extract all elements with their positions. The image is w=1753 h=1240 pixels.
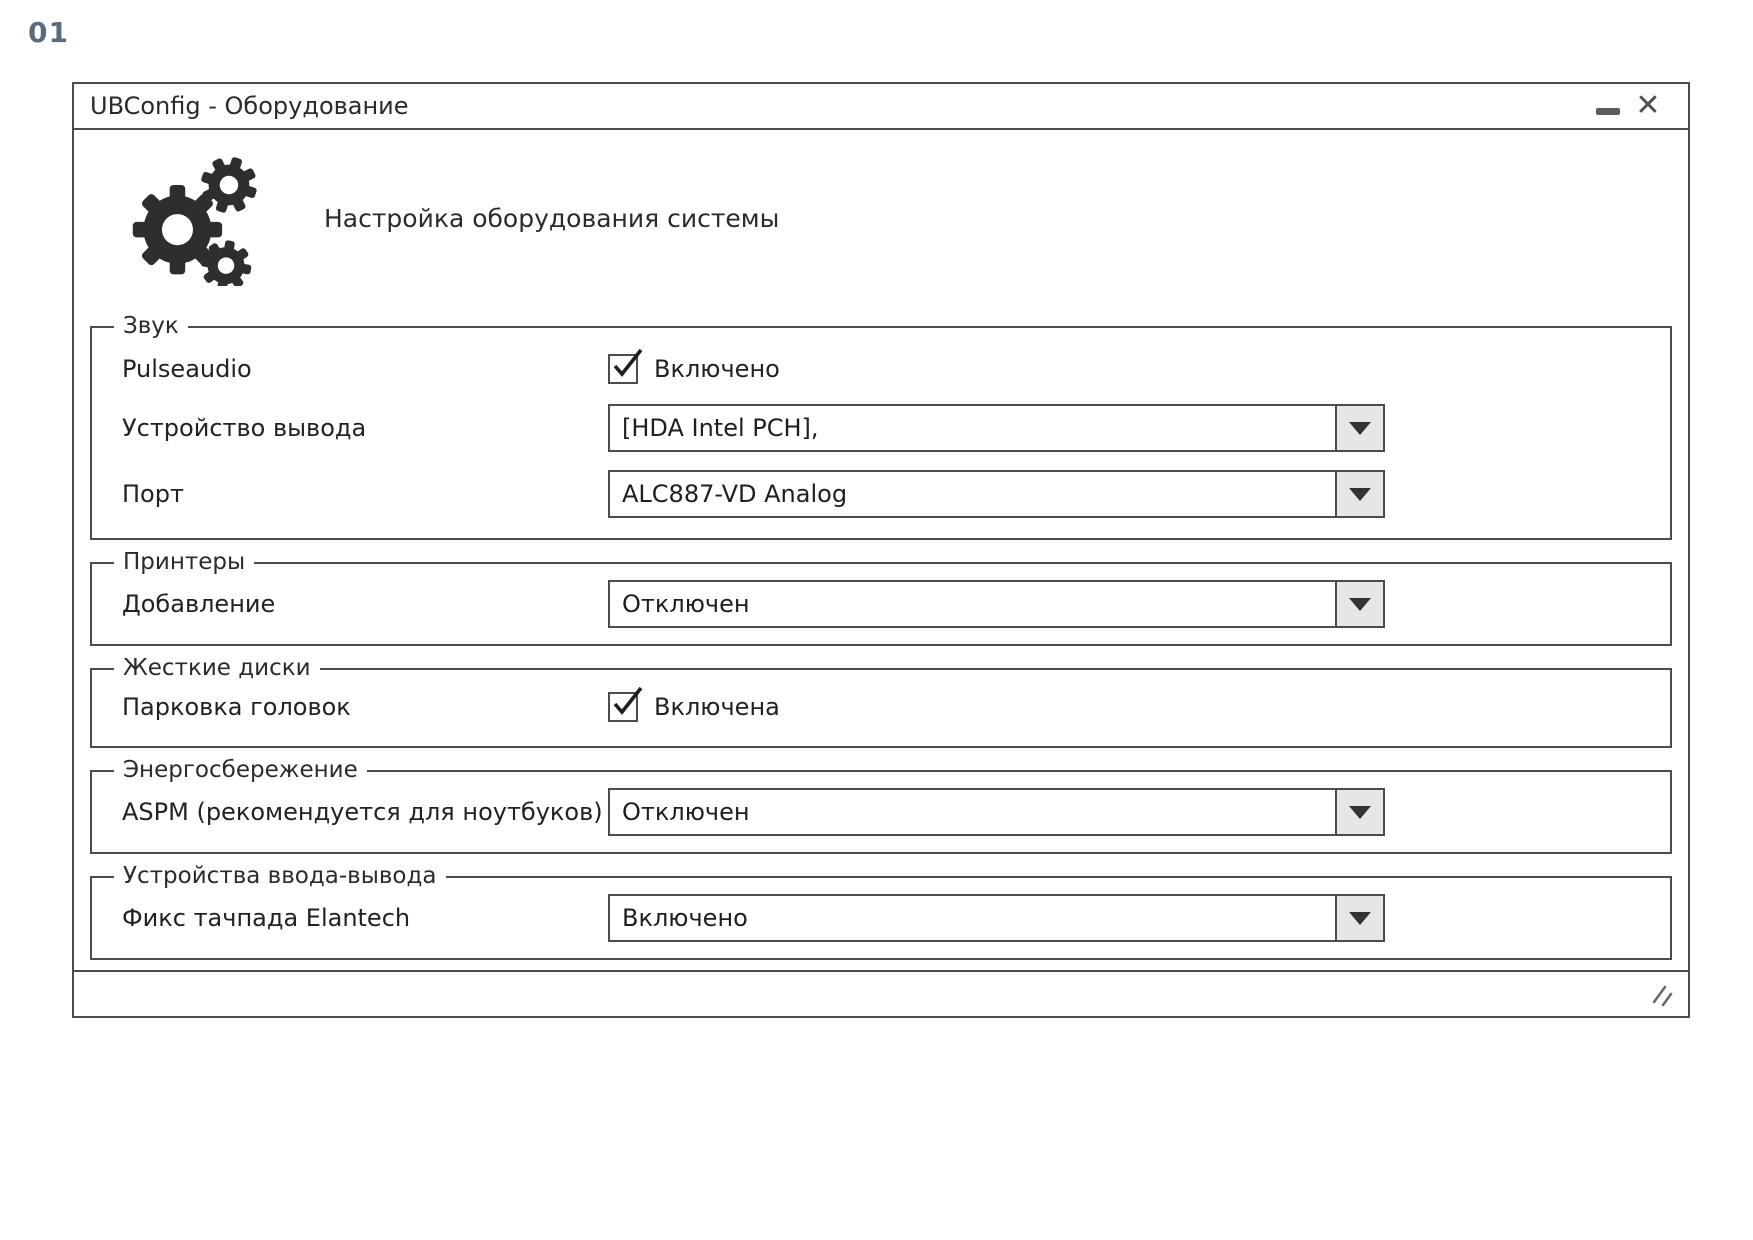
dropdown-value: Отключен — [622, 590, 750, 618]
head-parking-checkbox[interactable] — [608, 692, 780, 722]
row-output-device — [122, 404, 1670, 452]
field-label: Фикс тачпада Elantech — [122, 904, 411, 932]
window-title: UBConfig - Оборудование — [90, 92, 409, 120]
slide-number: 01 — [28, 16, 69, 49]
field-label: Pulseaudio — [122, 355, 252, 383]
window-titlebar[interactable] — [74, 84, 1688, 130]
dropdown-button[interactable] — [1335, 406, 1383, 450]
checkbox-label: Включено — [654, 355, 780, 383]
window-header — [124, 150, 1688, 286]
dropdown-button[interactable] — [1335, 790, 1383, 834]
field-label: Устройство вывода — [122, 414, 367, 442]
printer-adding-dropdown[interactable] — [608, 580, 1385, 628]
group-printers-title: Принтеры — [114, 549, 254, 575]
dropdown-button[interactable] — [1335, 582, 1383, 626]
row-head-parking — [122, 690, 1670, 724]
caret-down-icon — [1349, 488, 1371, 501]
field-label: ASPM (рекомендуется для ноутбуков) — [122, 798, 603, 826]
row-aspm — [122, 788, 1670, 836]
group-printers — [90, 549, 1672, 646]
group-power-saving-title: Энергосбережение — [114, 757, 367, 783]
caret-down-icon — [1349, 912, 1371, 925]
group-sound — [90, 313, 1672, 540]
minimize-button[interactable] — [1588, 86, 1628, 126]
dropdown-button[interactable] — [1335, 896, 1383, 940]
row-pulseaudio — [122, 352, 1670, 386]
dropdown-value: ALC887-VD Analog — [622, 480, 848, 508]
caret-down-icon — [1349, 598, 1371, 611]
output-device-dropdown[interactable] — [608, 404, 1385, 452]
group-io-devices-title: Устройства ввода-вывода — [114, 863, 446, 889]
group-hard-disks — [90, 655, 1672, 748]
dropdown-button[interactable] — [1335, 472, 1383, 516]
close-button[interactable] — [1628, 86, 1668, 126]
header-caption: Настройка оборудования системы — [324, 203, 780, 233]
field-label: Порт — [122, 480, 184, 508]
field-label: Добавление — [122, 590, 276, 618]
settings-groups — [90, 313, 1672, 960]
gears-icon — [124, 150, 262, 286]
close-icon: ✕ — [1635, 88, 1661, 123]
group-io-devices — [90, 863, 1672, 960]
group-sound-title: Звук — [114, 313, 188, 339]
row-elantech-fix — [122, 894, 1670, 942]
elantech-fix-dropdown[interactable] — [608, 894, 1385, 942]
pulseaudio-checkbox[interactable] — [608, 354, 780, 384]
config-window — [72, 82, 1690, 1018]
dropdown-value: Отключен — [622, 798, 750, 826]
minimize-icon — [1596, 108, 1620, 115]
status-bar — [74, 970, 1688, 1016]
checkbox-label: Включена — [654, 693, 780, 721]
checkbox-checked-icon — [608, 354, 638, 384]
row-printer-adding — [122, 580, 1670, 628]
caret-down-icon — [1349, 806, 1371, 819]
dropdown-value: [HDA Intel PCH], — [622, 414, 819, 442]
row-port — [122, 470, 1670, 518]
dropdown-value: Включено — [622, 904, 748, 932]
checkbox-checked-icon — [608, 692, 638, 722]
group-hard-disks-title: Жесткие диски — [114, 655, 320, 681]
resize-grip-icon[interactable] — [1646, 980, 1676, 1010]
field-label: Парковка головок — [122, 693, 351, 721]
caret-down-icon — [1349, 422, 1371, 435]
aspm-dropdown[interactable] — [608, 788, 1385, 836]
port-dropdown[interactable] — [608, 470, 1385, 518]
group-power-saving — [90, 757, 1672, 854]
